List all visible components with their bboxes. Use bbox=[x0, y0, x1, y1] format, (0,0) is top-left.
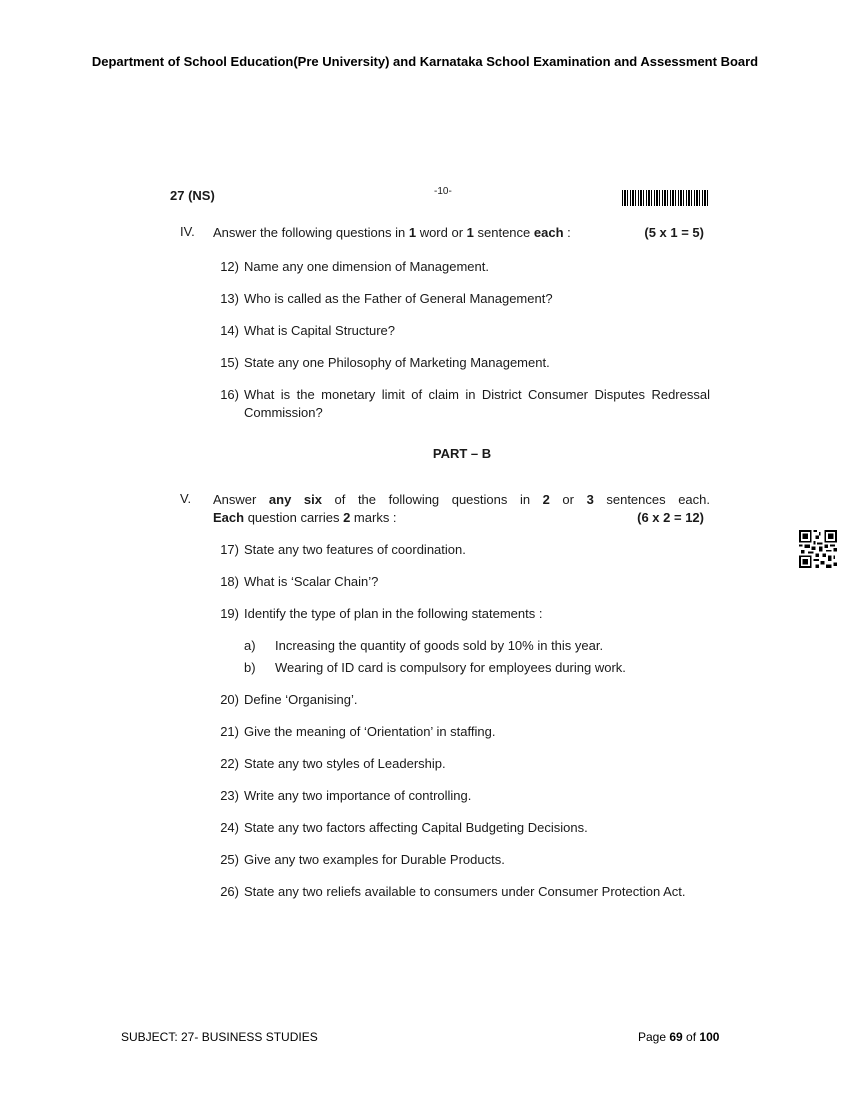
question-text: State any two reliefs available to consumers under Consumer Protection Act. bbox=[244, 884, 686, 899]
instruction-text: or bbox=[549, 492, 587, 507]
question-text: Give any two examples for Durable Products. bbox=[244, 852, 505, 867]
instruction-bold: each bbox=[533, 225, 564, 240]
sub-item bbox=[244, 659, 710, 677]
question-number: 14) bbox=[220, 323, 239, 338]
question-text: What is Capital Structure? bbox=[244, 323, 396, 338]
question-item bbox=[213, 691, 710, 709]
question-text: Write any two importance of controlling. bbox=[244, 788, 472, 803]
page-prefix: Page bbox=[638, 1030, 670, 1044]
section-marks: (6 x 2 = 12) bbox=[637, 510, 704, 525]
paper-code: 27 (NS) bbox=[170, 188, 215, 203]
footer-subject: SUBJECT: 27- BUSINESS STUDIES bbox=[121, 1030, 318, 1044]
page-current: 69 bbox=[669, 1030, 683, 1044]
instruction-text: sentence bbox=[473, 225, 534, 240]
question-item bbox=[213, 819, 710, 837]
instruction-text: word or bbox=[416, 225, 467, 240]
question-number: 22) bbox=[220, 756, 239, 771]
question-item bbox=[213, 723, 710, 741]
question-item bbox=[213, 755, 710, 773]
question-item bbox=[213, 258, 710, 276]
question-item bbox=[213, 386, 710, 422]
question-text: State any two factors affecting Capital Budgeting Decisions. bbox=[244, 820, 588, 835]
question-item bbox=[213, 605, 710, 623]
instruction-bold: 1 bbox=[466, 225, 474, 240]
instruction-bold: 2 bbox=[343, 510, 351, 525]
question-number: 25) bbox=[220, 852, 239, 867]
instruction-bold: 3 bbox=[586, 492, 594, 507]
instruction-text: sentences each. bbox=[593, 492, 710, 507]
question-item bbox=[213, 290, 710, 308]
question-number: 26) bbox=[220, 884, 239, 899]
question-number: 15) bbox=[220, 355, 239, 370]
question-text: What is the monetary limit of claim in District Consumer Disputes Redressal Commission? bbox=[244, 387, 710, 420]
question-item bbox=[213, 354, 710, 372]
section-number: IV. bbox=[180, 224, 195, 239]
sub-item-label: b) bbox=[244, 660, 256, 675]
instruction-bold: 1 bbox=[408, 225, 417, 240]
qr-code-icon bbox=[799, 530, 837, 568]
question-item bbox=[213, 787, 710, 805]
scanned-question-page bbox=[170, 180, 710, 901]
instruction-bold: Each bbox=[213, 510, 245, 525]
barcode-icon bbox=[622, 190, 710, 206]
question-text: State any one Philosophy of Marketing Management. bbox=[244, 355, 550, 370]
question-number: 18) bbox=[220, 574, 239, 589]
question-number: 20) bbox=[220, 692, 239, 707]
section-marks: (5 x 1 = 5) bbox=[644, 225, 704, 240]
scan-page-marker: -10- bbox=[434, 186, 452, 197]
sub-item-text: Increasing the quantity of goods sold by 10% in this year. bbox=[275, 638, 604, 653]
page-of: of bbox=[682, 1030, 700, 1044]
question-text: What is ‘Scalar Chain’? bbox=[244, 574, 379, 589]
instruction-bold: any six bbox=[268, 492, 322, 507]
question-text: Give the meaning of ‘Orientation’ in staffing. bbox=[244, 724, 496, 739]
question-text: Who is called as the Father of General Management? bbox=[244, 291, 553, 306]
sub-item-text: Wearing of ID card is compulsory for employees during work. bbox=[275, 660, 626, 675]
section-v bbox=[170, 491, 710, 527]
question-number: 17) bbox=[220, 542, 239, 557]
instruction-text: marks : bbox=[350, 510, 397, 525]
paper-meta-row bbox=[170, 180, 710, 206]
part-b-title: PART – B bbox=[432, 446, 492, 461]
question-text: Define ‘Organising’. bbox=[244, 692, 358, 707]
question-item bbox=[213, 541, 710, 559]
question-number: 13) bbox=[220, 291, 239, 306]
question-item bbox=[213, 883, 710, 901]
instruction-text: of the following questions in bbox=[321, 492, 543, 507]
question-number: 19) bbox=[220, 606, 239, 621]
instruction-text: : bbox=[563, 225, 571, 240]
sub-item-label: a) bbox=[244, 638, 256, 653]
section-instruction bbox=[213, 224, 710, 242]
footer-page-indicator bbox=[638, 1030, 719, 1044]
board-header: Department of School Education(Pre University) and Karnataka School Examination and Assessment Board bbox=[91, 54, 759, 69]
question-item bbox=[213, 322, 710, 340]
question-number: 24) bbox=[220, 820, 239, 835]
question-number: 16) bbox=[220, 387, 239, 402]
question-number: 23) bbox=[220, 788, 239, 803]
section-instruction-line2 bbox=[213, 509, 710, 527]
question-text: State any two styles of Leadership. bbox=[244, 756, 446, 771]
section-number: V. bbox=[180, 491, 192, 506]
question-text: State any two features of coordination. bbox=[244, 542, 466, 557]
instruction-bold: 2 bbox=[542, 492, 550, 507]
question-number: 12) bbox=[220, 259, 239, 274]
section-iv bbox=[170, 224, 710, 242]
question-item bbox=[213, 851, 710, 869]
instruction-text: Answer bbox=[213, 492, 269, 507]
question-number: 21) bbox=[220, 724, 239, 739]
question-text: Identify the type of plan in the following statements : bbox=[244, 606, 543, 621]
question-text: Name any one dimension of Management. bbox=[244, 259, 489, 274]
instruction-text: question carries bbox=[244, 510, 344, 525]
instruction-text: Answer the following questions in bbox=[213, 225, 409, 240]
page-total: 100 bbox=[699, 1030, 720, 1044]
question-item bbox=[213, 573, 710, 591]
section-instruction bbox=[213, 491, 710, 509]
sub-item bbox=[244, 637, 710, 655]
